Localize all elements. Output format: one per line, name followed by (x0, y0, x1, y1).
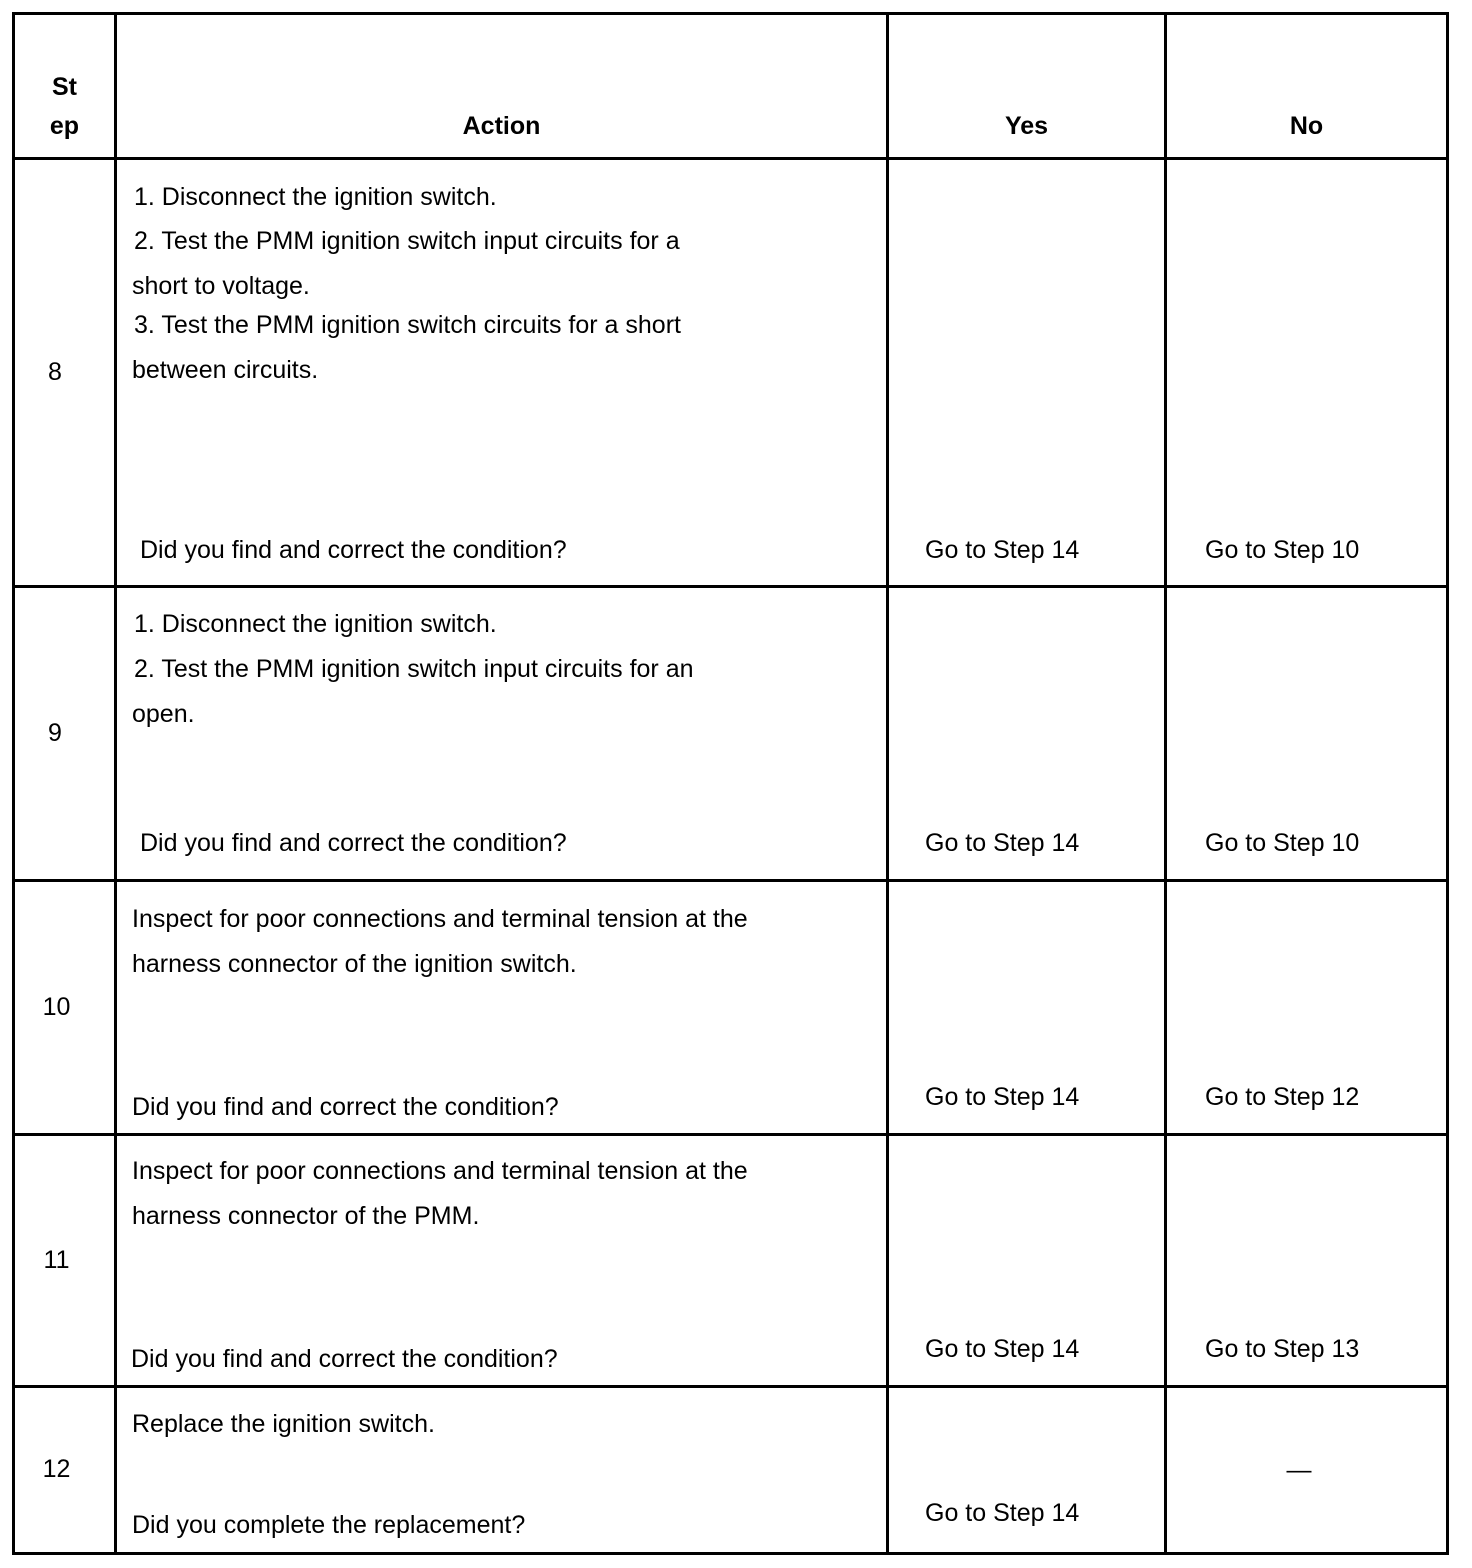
header-yes: Yes (1004, 112, 1049, 140)
action-question: Did you find and correct the condition? (131, 1345, 558, 1373)
action-line: open. (132, 700, 195, 728)
action-question: Did you find and correct the condition? (132, 1093, 559, 1121)
header-step-line1: St (52, 73, 77, 101)
yes-result: Go to Step 14 (925, 829, 1080, 857)
yes-result: Go to Step 14 (925, 1335, 1080, 1363)
action-line: 2. Test the PMM ignition switch input circuits for a (134, 227, 680, 255)
action-line: between circuits. (132, 356, 319, 384)
action-line: Inspect for poor connections and terminal tension at the (132, 905, 748, 933)
yes-result: Go to Step 14 (925, 536, 1080, 564)
header-step-line2: ep (49, 112, 80, 140)
action-line: 3. Test the PMM ignition switch circuits for a short (134, 311, 681, 339)
action-line: Replace the ignition switch. (132, 1410, 435, 1438)
step-number: 10 (42, 993, 71, 1021)
yes-result: Go to Step 14 (925, 1499, 1080, 1527)
action-question: Did you find and correct the condition? (140, 829, 567, 857)
no-result: Go to Step 12 (1205, 1083, 1360, 1111)
action-line: 1. Disconnect the ignition switch. (134, 610, 497, 638)
action-line: 2. Test the PMM ignition switch input circuits for an (134, 655, 694, 683)
header-action: Action (462, 112, 541, 140)
action-line: 1. Disconnect the ignition switch. (134, 183, 497, 211)
step-number: 12 (42, 1455, 71, 1483)
no-result: Go to Step 13 (1205, 1335, 1360, 1363)
step-number: 11 (43, 1246, 70, 1274)
action-line: short to voltage. (132, 272, 310, 300)
no-result: — (1286, 1456, 1312, 1484)
action-line: harness connector of the PMM. (132, 1202, 480, 1230)
yes-result: Go to Step 14 (925, 1083, 1080, 1111)
action-line: Inspect for poor connections and terminal tension at the (132, 1157, 748, 1185)
step-number: 8 (48, 358, 62, 386)
header-no: No (1289, 112, 1324, 140)
step-number: 9 (48, 719, 62, 747)
action-question: Did you find and correct the condition? (140, 536, 567, 564)
action-line: harness connector of the ignition switch. (132, 950, 577, 978)
no-result: Go to Step 10 (1205, 829, 1360, 857)
no-result: Go to Step 10 (1205, 536, 1360, 564)
action-question: Did you complete the replacement? (132, 1511, 526, 1539)
